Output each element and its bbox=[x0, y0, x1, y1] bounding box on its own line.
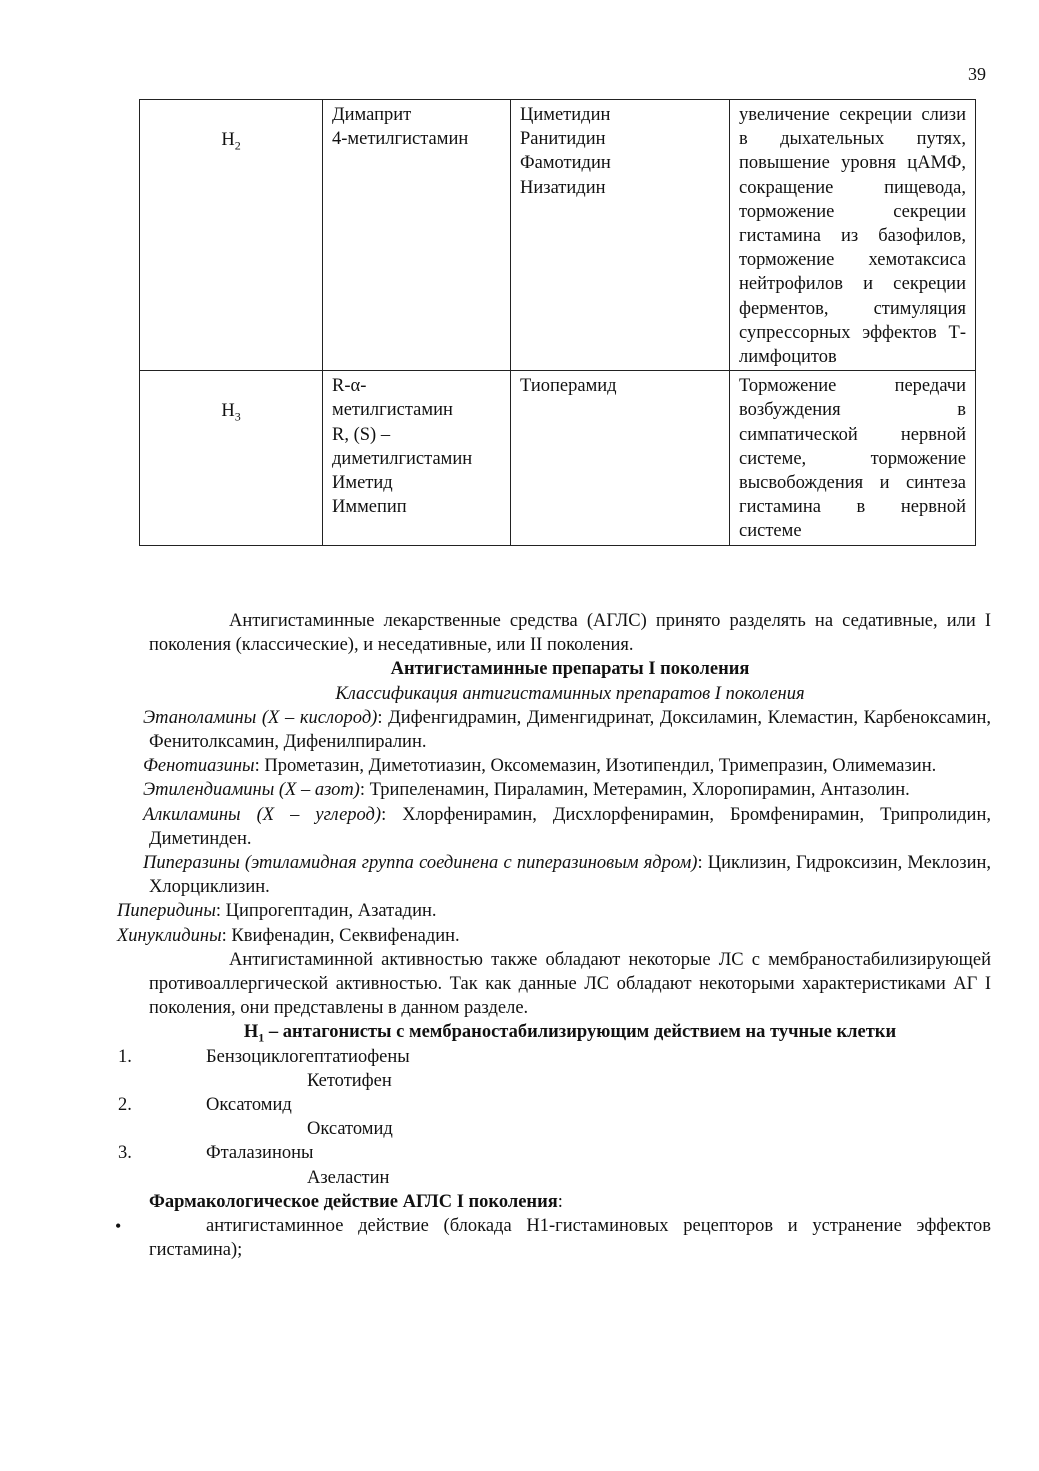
classification-list bbox=[143, 706, 991, 900]
item-number: 2. bbox=[118, 1095, 132, 1116]
effects-cell: увеличение секреции слизи в дыхательных путях, повышение уровня цАМФ, сокращение пищевода, торможение секреции гистамина из базофилов, торможение хемотаксиса нейтрофилов и секреции ферментов, стимуляция супрессорных эффектов Т-лимфоцитов bbox=[730, 100, 976, 371]
class-drugs: : Дифенгидрамин, Дименгидринат, Доксиламин, Клемастин, Карбеноксамин, Фенитолксамин, Дифенилпиралин. bbox=[149, 707, 991, 753]
class-name: Пиперазины (этиламидная группа соединена с пиперазиновым ядром) bbox=[143, 853, 698, 874]
class-drugs: : Трипеленамин, Пираламин, Метерамин, Хлоропирамин, Антазолин. bbox=[359, 780, 910, 801]
bullet-item bbox=[115, 1214, 991, 1262]
class-entry bbox=[117, 899, 991, 923]
class-name: Этилендиамины (Х – азот) bbox=[143, 780, 360, 801]
agonist-name: 4-метилгистамин bbox=[332, 129, 469, 150]
group-name: Бензоциклогептатиофены bbox=[206, 1046, 410, 1067]
section-title: Антигистаминные препараты I поколения bbox=[390, 659, 750, 680]
numbered-item bbox=[118, 1093, 991, 1117]
class-name: Пиперидины bbox=[117, 901, 216, 922]
h1-antagonists-title: $Н_1$ – антагонисты с мембраностабилизирующим действием на тучные клетки bbox=[243, 1022, 897, 1046]
group-name: Оксатомид bbox=[206, 1095, 292, 1116]
receptor-table bbox=[139, 99, 976, 546]
class-drugs: : Квифенадин, Секвифенадин. bbox=[221, 925, 460, 946]
class-name: Этаноламины (Х – кислород) bbox=[143, 707, 378, 728]
class-name: Фенотиазины bbox=[143, 756, 255, 777]
antagonist-name: Тиоперамид bbox=[520, 376, 617, 397]
table-row bbox=[140, 371, 976, 545]
numbered-group-list bbox=[118, 1045, 991, 1190]
drug-name: Оксатомид bbox=[307, 1119, 393, 1140]
agonist-name: метилгистамин bbox=[332, 400, 453, 421]
numbered-item bbox=[118, 1141, 991, 1165]
drug-name: Кетотифен bbox=[307, 1070, 392, 1091]
agonist-name: R-α- bbox=[332, 376, 367, 397]
class-drugs: : Ципрогептадин, Азатадин. bbox=[215, 901, 437, 922]
drug-name: Азеластин bbox=[307, 1167, 390, 1188]
page-body bbox=[115, 609, 991, 1262]
antagonist-name: Фамотидин bbox=[520, 153, 611, 174]
antagonists-cell bbox=[511, 371, 730, 545]
class-drugs: : Хлорфенирамин, Дисхлорфенирамин, Бромфенирамин, Трипролидин, Диметинден. bbox=[149, 804, 991, 849]
pharm-action-list bbox=[115, 1214, 991, 1262]
bullet-text: антигистаминное действие (блокада Н1-гистаминовых рецепторов и устранение эффектов гистамина); bbox=[149, 1216, 991, 1261]
page-number: 39 bbox=[968, 64, 986, 84]
item-number: 1. bbox=[118, 1046, 132, 1067]
antagonist-name: Низатидин bbox=[520, 177, 606, 198]
agonists-cell bbox=[323, 371, 511, 545]
class-entry bbox=[143, 754, 991, 778]
group-name: Фталазиноны bbox=[206, 1143, 314, 1164]
class-entry bbox=[143, 778, 991, 802]
bullet-icon: • bbox=[115, 1216, 122, 1237]
agonist-name: Иммепип bbox=[332, 497, 407, 518]
agonists-cell bbox=[323, 100, 511, 371]
antagonist-name: Циметидин bbox=[520, 105, 611, 125]
intro-paragraph: Антигистаминные лекарственные средства (АГЛС) принято разделять на седативные, или I поколения (классические), и неседативные, или II поколения. bbox=[149, 611, 991, 656]
item-number: 3. bbox=[118, 1143, 132, 1164]
receptor-subscript: 2 bbox=[234, 138, 241, 153]
receptor-cell: $H_3$ bbox=[140, 371, 323, 545]
class-drugs: : Прометазин, Диметотиазин, Оксомемазин, Изотипендил, Тримепразин, Олимемазин. bbox=[254, 756, 937, 777]
agonist-name: R, (S) – bbox=[332, 424, 391, 445]
receptor-subscript: 3 bbox=[234, 409, 241, 424]
class-entry bbox=[143, 706, 991, 754]
antagonist-name: Ранитидин bbox=[520, 129, 606, 150]
table-row bbox=[140, 100, 976, 371]
agonist-name: Иметид bbox=[332, 473, 393, 494]
effects-cell: Торможение передачи возбуждения в симпатической нервной системе, торможение высвобождения и синтеза гистамина в нервной системе bbox=[730, 371, 976, 545]
class-drugs: : Циклизин, Гидроксизин, Меклозин, Хлорциклизин. bbox=[149, 853, 991, 898]
classification-list-extra bbox=[117, 899, 991, 947]
class-entry bbox=[117, 924, 991, 948]
receptor-cell: $H_2$ bbox=[140, 100, 323, 371]
agonist-name: Димаприт bbox=[332, 105, 412, 125]
numbered-item bbox=[118, 1045, 991, 1069]
class-name: Алкиламины (Х – углерод) bbox=[143, 804, 382, 825]
class-entry bbox=[143, 803, 991, 851]
classification-title: Классификация антигистаминных препаратов I поколения bbox=[335, 683, 805, 704]
class-entry bbox=[143, 851, 991, 899]
class-name: Хинуклидины bbox=[117, 925, 222, 946]
agonist-name: диметилгистамин bbox=[332, 448, 473, 469]
membrane-paragraph: Антигистаминной активностью также обладают некоторые ЛС с мембраностабилизирующей противоаллергической активностью. Так как данные ЛС обладают некоторыми характеристиками АГ I поколения, они представлены в данном разделе. bbox=[149, 949, 991, 1019]
pharm-action-title: Фармакологическое действие АГЛС I поколения: bbox=[149, 1191, 563, 1212]
antagonists-cell bbox=[511, 100, 730, 371]
